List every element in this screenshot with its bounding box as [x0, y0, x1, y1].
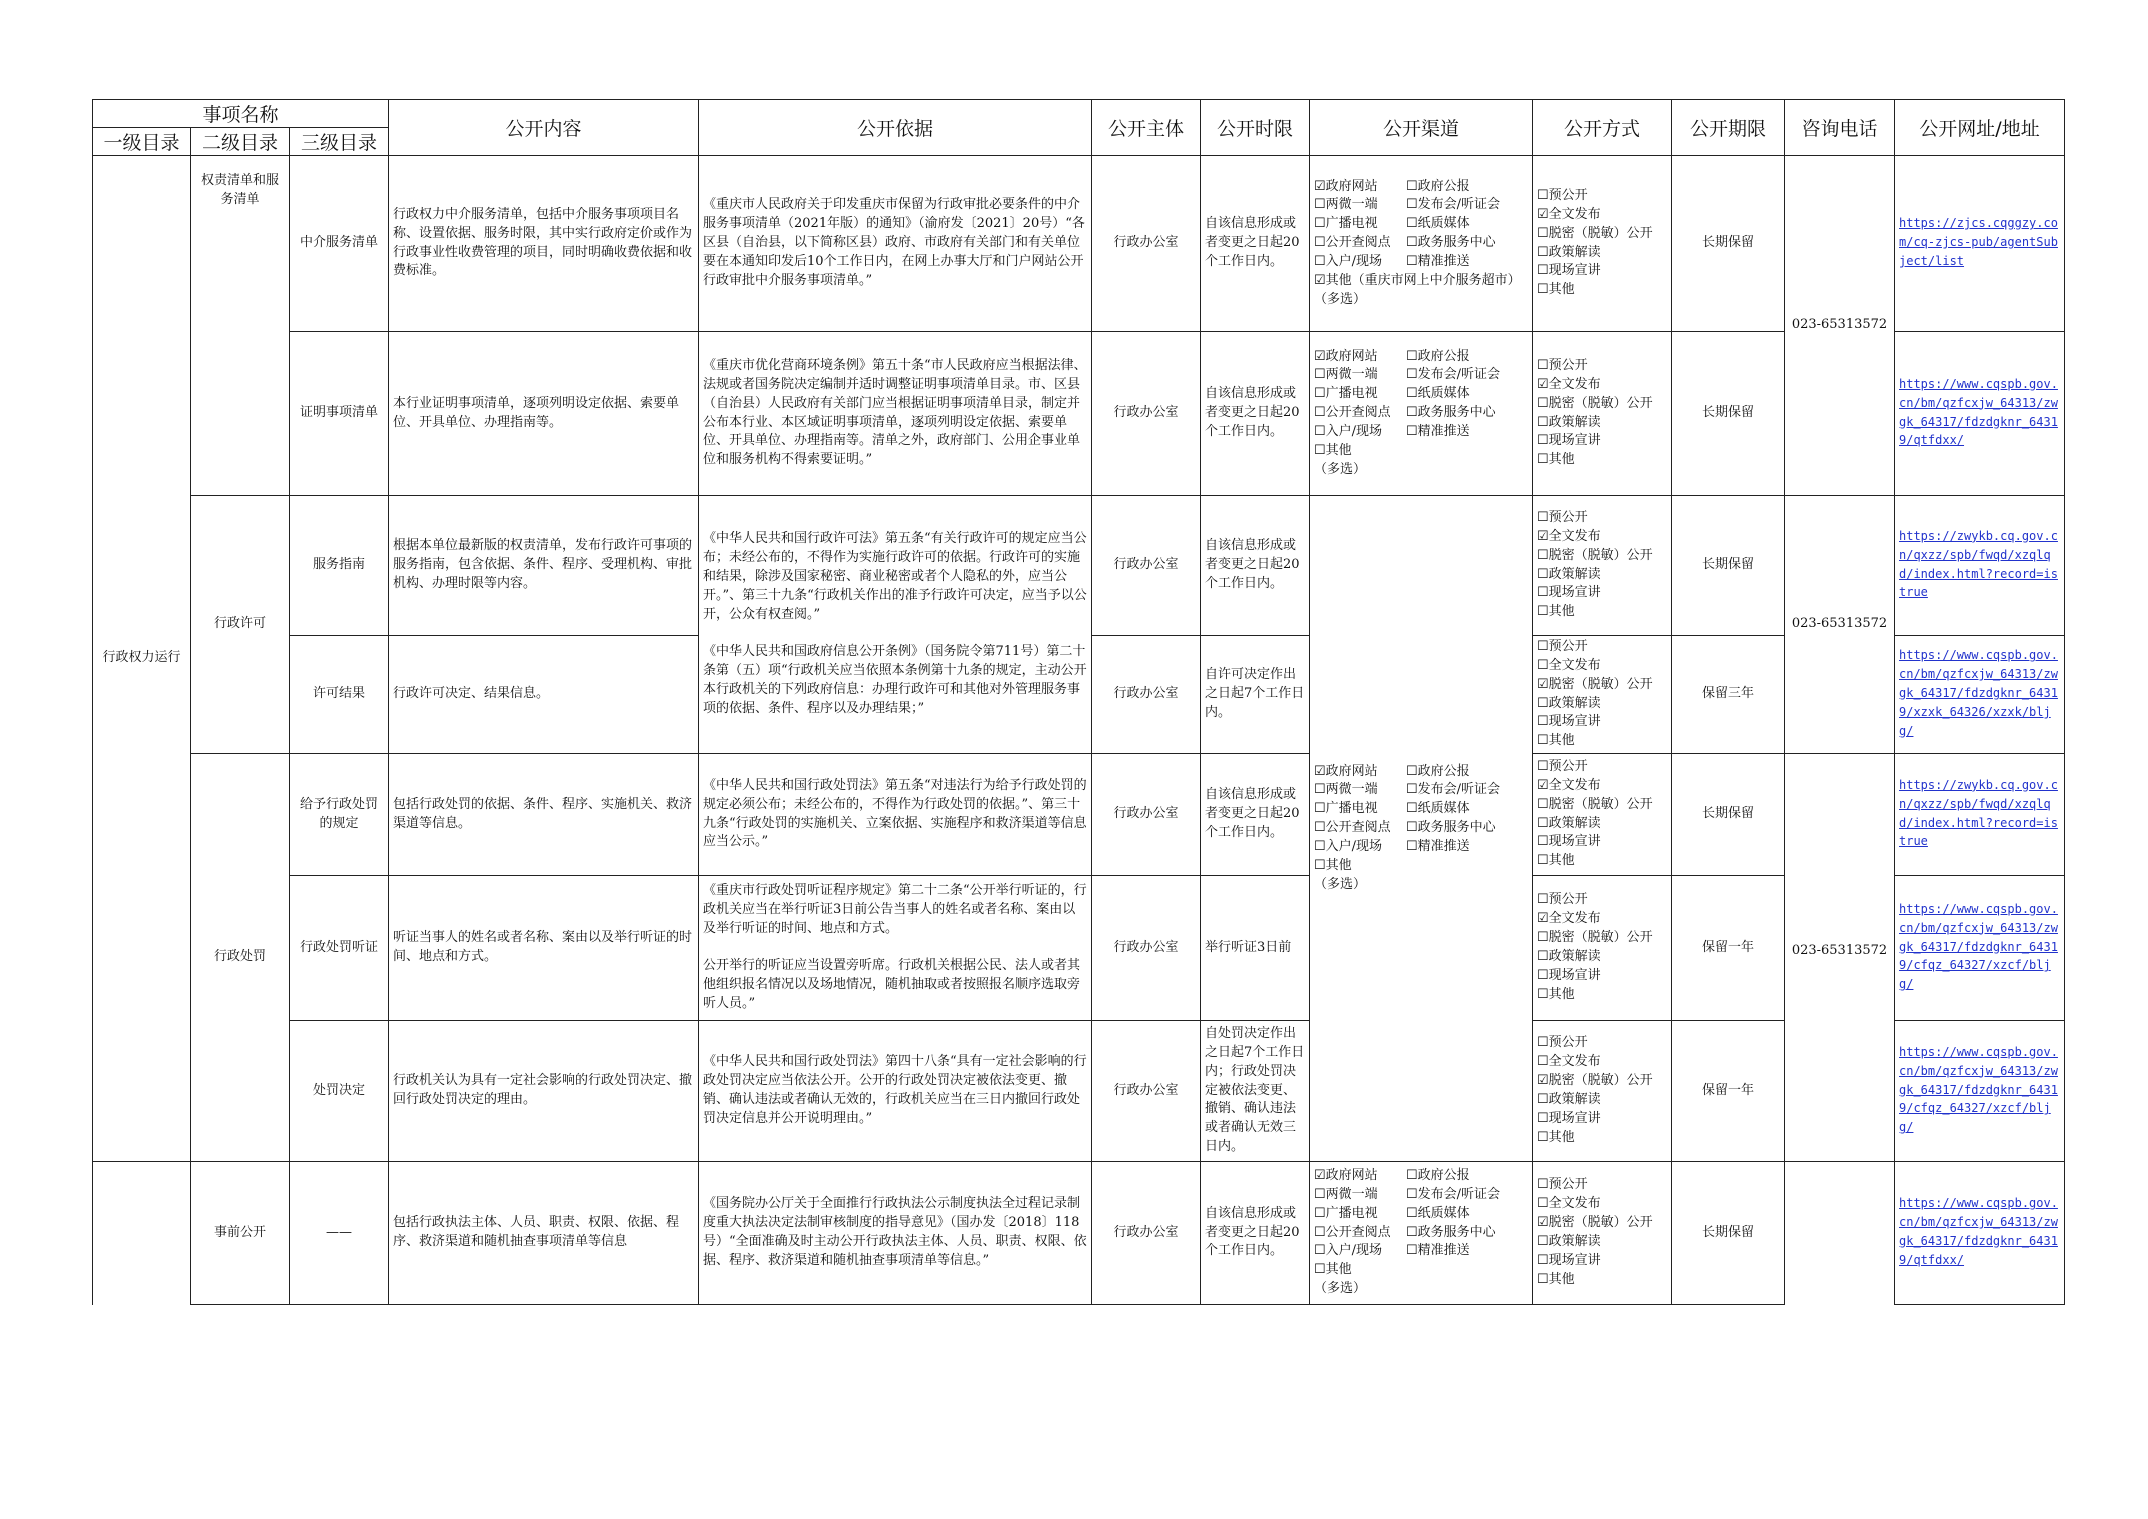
phone-cell: 023-65313572	[1785, 496, 1895, 754]
method-option[interactable]: ☐预公开	[1537, 892, 1588, 908]
header-level1: 一级目录	[93, 128, 191, 156]
header-period: 公开期限	[1672, 100, 1785, 156]
channel-option[interactable]: ☐入户/现场	[1314, 1243, 1383, 1259]
content-cell: 行政许可决定、结果信息。	[389, 636, 699, 754]
method-option[interactable]: ☐政策解读	[1537, 949, 1601, 964]
url-cell[interactable]	[1895, 636, 2065, 754]
table-row	[93, 156, 2065, 332]
method-option[interactable]: ☐政策解读	[1537, 695, 1601, 711]
channel-option-line	[1314, 196, 1528, 215]
time-cell: 自该信息形成或者变更之日起20个工作日内。	[1201, 332, 1310, 496]
channel-option[interactable]: ☐公开查阅点	[1314, 820, 1391, 836]
header-method: 公开方式	[1533, 100, 1672, 156]
method-option[interactable]: ☐现场宣讲	[1537, 1110, 1601, 1126]
subject-cell: 行政办公室	[1092, 156, 1201, 332]
method-option[interactable]: ☐脱密（脱敏）公开	[1537, 930, 1653, 946]
channel-option-line	[1314, 1261, 1528, 1280]
method-option[interactable]: ☐政策解读	[1537, 1234, 1601, 1249]
method-option[interactable]: ☐其他	[1537, 1271, 1575, 1287]
basis-cell: 《中华人民共和国行政处罚法》第五条“对违法行为给予行政处罚的规定必须公布；未经公布的，不得作为行政处罚的依据。”、第三十九条“行政处罚的实施机关、立案依据、实施程序和救济渠道等信息应当公示。”	[699, 754, 1092, 876]
method-option[interactable]: ☐现场宣讲	[1537, 263, 1601, 279]
header-content: 公开内容	[389, 100, 699, 156]
channel-option[interactable]: ☐政务服务中心	[1406, 405, 1496, 421]
channel-option-line	[1314, 838, 1528, 857]
level3-cell: 中介服务清单	[290, 156, 389, 332]
channel-option[interactable]: ☑政府网站	[1314, 348, 1378, 364]
channel-option[interactable]: ☐纸质媒体	[1406, 1205, 1470, 1221]
url-cell[interactable]	[1895, 876, 2065, 1021]
channel-option[interactable]: ☐精准推送	[1406, 423, 1470, 439]
channel-option[interactable]: ☐广播电视	[1314, 801, 1378, 817]
channel-option[interactable]: ☐两微一端	[1314, 367, 1378, 383]
method-option[interactable]: ☐其他	[1537, 853, 1575, 869]
methods-cell	[1533, 156, 1672, 332]
time-cell: 自处罚决定作出之日起7个工作日内；行政处罚决定被依法变更、撤销、确认违法或者确认无效三日内。	[1201, 1021, 1310, 1162]
subject-cell: 行政办公室	[1092, 332, 1201, 496]
channel-option[interactable]: ☐发布会/听证会	[1406, 367, 1501, 383]
header-time-limit: 公开时限	[1201, 100, 1310, 156]
channel-option-line	[1314, 253, 1528, 272]
channel-option-line	[1314, 1167, 1528, 1186]
header-level2: 二级目录	[191, 128, 290, 156]
url-cell[interactable]	[1895, 332, 2065, 496]
channel-option-line	[1314, 819, 1528, 838]
channel-option[interactable]: （多选）	[1314, 876, 1367, 892]
subject-cell: 行政办公室	[1092, 496, 1201, 636]
channel-option-line	[1314, 781, 1528, 800]
period-cell: 保留三年	[1672, 636, 1785, 754]
time-cell: 自该信息形成或者变更之日起20个工作日内。	[1201, 496, 1310, 636]
channels-cell	[1310, 496, 1533, 1162]
phone-cell: 023-65313572	[1785, 156, 1895, 496]
method-option[interactable]: ☑全文发布	[1537, 206, 1601, 222]
method-option[interactable]: ☑脱密（脱敏）公开	[1537, 1073, 1653, 1089]
channel-option-line	[1314, 423, 1528, 442]
url-cell[interactable]	[1895, 754, 2065, 876]
channel-option[interactable]: ☐其他	[1314, 1262, 1352, 1278]
channel-option-line	[1314, 1242, 1528, 1261]
methods-cell	[1533, 1162, 1672, 1305]
level3-cell: 许可结果	[290, 636, 389, 754]
basis-cell: 《重庆市行政处罚听证程序规定》第二十二条“公开举行听证的，行政机关应当在举行听证3日前公告当事人的姓名或者名称、案由以及举行听证的时间、地点和方式。 公开举行的听证应当设置旁听席。行政机关根据公民、法人或者其他组织报名情况以及场地情况，随机抽取或者按照报名顺序选取旁听人员。”	[699, 876, 1092, 1021]
channel-option[interactable]: ☐发布会/听证会	[1406, 197, 1501, 213]
channel-option-line	[1314, 1186, 1528, 1205]
channel-option-line	[1314, 234, 1528, 253]
method-option[interactable]: ☐预公开	[1537, 357, 1588, 373]
channel-option-line	[1314, 1280, 1528, 1299]
method-option[interactable]: ☐现场宣讲	[1537, 1252, 1601, 1268]
method-option[interactable]: ☐其他	[1537, 986, 1575, 1002]
method-option[interactable]: ☐预公开	[1537, 187, 1588, 203]
method-option[interactable]: ☐政策解读	[1537, 244, 1601, 260]
basis-cell: 《国务院办公厅关于全面推行行政执法公示制度执法全过程记录制度重大执法决定法制审核制度的指导意见》（国办发〔2018〕118号）“全面准确及时主动公开行政执法主体、人员、职责、权限、依据、程序、救济渠道和随机抽查事项清单等信息。”	[699, 1162, 1092, 1305]
header-subject: 公开主体	[1092, 100, 1201, 156]
method-option[interactable]: ☑全文发布	[1537, 911, 1601, 927]
channel-option[interactable]: ☐纸质媒体	[1406, 216, 1470, 232]
channel-option[interactable]: ☐广播电视	[1314, 386, 1378, 402]
level3-cell: 处罚决定	[290, 1021, 389, 1162]
method-option[interactable]: ☐脱密（脱敏）公开	[1537, 395, 1653, 411]
method-option[interactable]: ☐脱密（脱敏）公开	[1537, 225, 1653, 241]
channel-option[interactable]: ☐公开查阅点	[1314, 235, 1391, 251]
period-cell: 保留一年	[1672, 876, 1785, 1021]
method-option[interactable]: ☐预公开	[1537, 758, 1588, 774]
channel-option-line	[1314, 1224, 1528, 1243]
level1-empty	[93, 1162, 191, 1305]
url-link[interactable]: https://www.cqspb.gov.cn/bm/qzfcxjw_64313/zwgk_64317/fdzdgknr_64319/xzxk_64326/xzxk/bljg/	[1899, 648, 2058, 738]
disclosure-table	[92, 99, 2065, 1305]
channel-option-line	[1314, 857, 1528, 876]
table-row	[93, 496, 2065, 636]
method-option[interactable]: ☐其他	[1537, 452, 1575, 468]
level2-license: 行政许可	[191, 496, 290, 754]
method-option[interactable]: ☑全文发布	[1537, 528, 1601, 544]
level2-list: 权责清单和服务清单	[191, 156, 290, 496]
channel-option-line	[1314, 366, 1528, 385]
channel-option[interactable]: ☑其他（重庆市网上中介服务超市）	[1314, 272, 1521, 288]
method-option[interactable]: ☐脱密（脱敏）公开	[1537, 796, 1653, 812]
channel-option[interactable]: ☐入户/现场	[1314, 253, 1383, 269]
method-option[interactable]: ☐现场宣讲	[1537, 714, 1601, 730]
methods-cell	[1533, 876, 1672, 1021]
subject-cell: 行政办公室	[1092, 636, 1201, 754]
channel-option[interactable]: ☐入户/现场	[1314, 838, 1383, 854]
method-option[interactable]: ☑脱密（脱敏）公开	[1537, 1215, 1653, 1231]
channel-option-line	[1314, 800, 1528, 819]
url-link[interactable]: https://www.cqspb.gov.cn/bm/qzfcxjw_64313/zwgk_64317/fdzdgknr_64319/cfqz_64327/xzcf/bljg/	[1899, 901, 2058, 992]
level3-cell: 给予行政处罚的规定	[290, 754, 389, 876]
channel-option[interactable]: ☐公开查阅点	[1314, 1224, 1391, 1240]
channel-option[interactable]: ☐政务服务中心	[1406, 820, 1496, 836]
channel-option-line	[1314, 763, 1528, 782]
period-cell: 保留一年	[1672, 1021, 1785, 1162]
channel-option[interactable]: ☐纸质媒体	[1406, 801, 1470, 817]
channel-option-line	[1314, 404, 1528, 423]
method-option[interactable]: ☐其他	[1537, 733, 1575, 749]
content-cell: 本行业证明事项清单，逐项列明设定依据、索要单位、开具单位、办理指南等。	[389, 332, 699, 496]
channel-option[interactable]: ☐两微一端	[1314, 197, 1378, 213]
url-link[interactable]: https://zjcs.cqggzy.com/cq-zjcs-pub/agentSubject/list	[1899, 216, 2058, 268]
channel-option-line	[1314, 291, 1528, 310]
channel-option[interactable]: ☐精准推送	[1406, 253, 1470, 269]
header-url: 公开网址/地址	[1895, 100, 2065, 156]
channel-option[interactable]: ☐政府公报	[1406, 1168, 1470, 1184]
table-row	[93, 754, 2065, 876]
channels-cell	[1310, 332, 1533, 496]
method-option[interactable]: ☐全文发布	[1537, 1196, 1601, 1212]
level2-prior: 事前公开	[191, 1162, 290, 1305]
subject-cell: 行政办公室	[1092, 754, 1201, 876]
url-link[interactable]: https://zwykb.cq.gov.cn/qxzz/spb/fwqd/xzqlqd/index.html?record=istrue	[1899, 777, 2058, 849]
channel-option[interactable]: ☑政府网站	[1314, 178, 1378, 194]
channel-option-line	[1314, 442, 1528, 461]
level3-cell: 行政处罚听证	[290, 876, 389, 1021]
header-basis: 公开依据	[699, 100, 1092, 156]
methods-cell	[1533, 496, 1672, 636]
basis-cell: 《中华人民共和国行政许可法》第五条“有关行政许可的规定应当公布；未经公布的，不得作为实施行政许可的依据。行政许可的实施和结果，除涉及国家秘密、商业秘密或者个人隐私的外，应当公开。”、第三十九条“行政机关作出的准予行政许可决定，应当予以公开，公众有权查阅。” 《中华人民共和国政府信息公开条例》（国务院令第711号）第二十条第（五）项“行政机关应当依照本条例第十九条的规定，主动公开本行政机关的下列政府信息：办理行政许可和其他对外管理服务事项的依据、条件、程序以及办理结果；”	[699, 496, 1092, 754]
url-cell[interactable]	[1895, 496, 2065, 636]
channel-option[interactable]: ☑政府网站	[1314, 763, 1378, 779]
channel-option-line	[1314, 215, 1528, 234]
channel-option[interactable]: ☐政务服务中心	[1406, 235, 1496, 251]
phone-cell-empty	[1785, 1162, 1895, 1305]
channel-option-line	[1314, 272, 1528, 291]
url-link[interactable]: https://www.cqspb.gov.cn/bm/qzfcxjw_64313/zwgk_64317/fdzdgknr_64319/qtfdxx/	[1899, 376, 2058, 448]
table-row	[93, 876, 2065, 1021]
subject-cell: 行政办公室	[1092, 876, 1201, 1021]
channel-option[interactable]: ☐其他	[1314, 442, 1352, 458]
method-option[interactable]: ☐政策解读	[1537, 566, 1601, 582]
channel-option[interactable]: ☐政府公报	[1406, 348, 1470, 364]
channel-option[interactable]: （多选）	[1314, 291, 1367, 307]
time-cell: 自该信息形成或者变更之日起20个工作日内。	[1201, 1162, 1310, 1305]
level3-cell: ——	[290, 1162, 389, 1305]
channel-option[interactable]: （多选）	[1314, 461, 1367, 477]
method-option[interactable]: ☐现场宣讲	[1537, 967, 1601, 983]
header-item-name: 事项名称	[93, 100, 389, 128]
header-channels: 公开渠道	[1310, 100, 1533, 156]
channel-option[interactable]: ☐精准推送	[1406, 838, 1470, 854]
channel-option[interactable]: ☐两微一端	[1314, 1186, 1378, 1202]
channel-option[interactable]: ☐纸质媒体	[1406, 386, 1470, 402]
table-row	[93, 332, 2065, 496]
phone-cell: 023-65313572	[1785, 876, 1895, 1162]
method-option[interactable]: ☐政策解读	[1537, 815, 1601, 831]
channel-option[interactable]: ☐入户/现场	[1314, 423, 1383, 439]
url-cell[interactable]	[1895, 156, 2065, 332]
method-option[interactable]: ☐脱密（脱敏）公开	[1537, 547, 1653, 563]
channel-option-line	[1314, 1205, 1528, 1224]
channel-option[interactable]: ☐政府公报	[1406, 178, 1470, 194]
method-option[interactable]: ☐全文发布	[1537, 1054, 1601, 1070]
channel-option[interactable]: ☐广播电视	[1314, 1205, 1378, 1221]
channel-option[interactable]: （多选）	[1314, 1281, 1367, 1297]
period-cell: 长期保留	[1672, 1162, 1785, 1305]
time-cell: 自该信息形成或者变更之日起20个工作日内。	[1201, 754, 1310, 876]
table-row	[93, 1021, 2065, 1162]
subject-cell: 行政办公室	[1092, 1162, 1201, 1305]
channel-option[interactable]: ☐精准推送	[1406, 1243, 1470, 1259]
channel-option[interactable]: ☐发布会/听证会	[1406, 782, 1501, 798]
header-phone: 咨询电话	[1785, 100, 1895, 156]
url-link[interactable]: https://zwykb.cq.gov.cn/qxzz/spb/fwqd/xzqlqd/index.html?record=istrue	[1899, 528, 2058, 600]
url-link[interactable]: https://www.cqspb.gov.cn/bm/qzfcxjw_64313/zwgk_64317/fdzdgknr_64319/cfqz_64327/xzcf/bljg/	[1899, 1044, 2058, 1135]
period-cell: 长期保留	[1672, 332, 1785, 496]
url-link[interactable]: https://www.cqspb.gov.cn/bm/qzfcxjw_64313/zwgk_64317/fdzdgknr_64319/qtfdxx/	[1899, 1196, 2058, 1267]
channel-option[interactable]: ☑政府网站	[1314, 1168, 1378, 1184]
channel-option[interactable]: ☐其他	[1314, 857, 1352, 873]
content-cell: 包括行政执法主体、人员、职责、权限、依据、程序、救济渠道和随机抽查事项清单等信息	[389, 1162, 699, 1305]
url-cell[interactable]	[1895, 1021, 2065, 1162]
time-cell: 举行听证3日前	[1201, 876, 1310, 1021]
phone-cell-empty	[1785, 754, 1895, 876]
channel-option-line	[1314, 178, 1528, 197]
level3-cell: 证明事项清单	[290, 332, 389, 496]
channel-option-line	[1314, 876, 1528, 895]
content-cell: 包括行政处罚的依据、条件、程序、实施机关、救济渠道等信息。	[389, 754, 699, 876]
channel-option-line	[1314, 385, 1528, 404]
method-option[interactable]: ☐政策解读	[1537, 1092, 1601, 1107]
level3-cell: 服务指南	[290, 496, 389, 636]
method-option[interactable]: ☐预公开	[1537, 638, 1588, 654]
method-option[interactable]: ☐预公开	[1537, 1177, 1588, 1193]
channel-option[interactable]: ☐发布会/听证会	[1406, 1186, 1501, 1202]
method-option[interactable]: ☐预公开	[1537, 1035, 1588, 1051]
methods-cell	[1533, 1021, 1672, 1162]
methods-cell	[1533, 636, 1672, 754]
method-option[interactable]: ☐预公开	[1537, 509, 1588, 525]
level1-power: 行政权力运行	[93, 156, 191, 1162]
basis-cell: 《中华人民共和国行政处罚法》第四十八条“具有一定社会影响的行政处罚决定应当依法公开。公开的行政处罚决定被依法变更、撤销、确认违法或者确认无效的，行政机关应当在三日内撤回行政处罚决定信息并公开说明理由。”	[699, 1021, 1092, 1162]
level2-penalty: 行政处罚	[191, 754, 290, 1162]
method-option[interactable]: ☐其他	[1537, 1129, 1575, 1145]
method-option[interactable]: ☐其他	[1537, 604, 1575, 620]
channel-option[interactable]: ☐两微一端	[1314, 782, 1378, 798]
method-option[interactable]: ☑全文发布	[1537, 777, 1601, 793]
subject-cell: 行政办公室	[1092, 1021, 1201, 1162]
channels-cell	[1310, 156, 1533, 332]
content-cell: 行政机关认为具有一定社会影响的行政处罚决定、撤回行政处罚决定的理由。	[389, 1021, 699, 1162]
channel-option[interactable]: ☐政府公报	[1406, 763, 1470, 779]
channel-option[interactable]: ☐政务服务中心	[1406, 1224, 1496, 1240]
channel-option-line	[1314, 461, 1528, 480]
channel-option[interactable]: ☐公开查阅点	[1314, 405, 1391, 421]
url-cell[interactable]	[1895, 1162, 2065, 1305]
methods-cell	[1533, 754, 1672, 876]
content-cell: 根据本单位最新版的权责清单，发布行政许可事项的服务指南，包含依据、条件、程序、受理机构、审批机构、办理时限等内容。	[389, 496, 699, 636]
header-level3: 三级目录	[290, 128, 389, 156]
channels-cell	[1310, 1162, 1533, 1305]
method-option[interactable]: ☐全文发布	[1537, 657, 1601, 673]
methods-cell	[1533, 332, 1672, 496]
channel-option[interactable]: ☐广播电视	[1314, 216, 1378, 232]
content-cell: 行政权力中介服务清单，包括中介服务事项项目名称、设置依据、服务时限，其中实行政府定价或作为行政事业性收费管理的项目，同时明确收费依据和收费标准。	[389, 156, 699, 332]
basis-cell: 《重庆市优化营商环境条例》第五十条“市人民政府应当根据法律、法规或者国务院决定编制并适时调整证明事项清单目录。市、区县（自治县）人民政府有关部门应当根据证明事项清单目录，制定并公布本行业、本区域证明事项清单，逐项列明设定依据、索要单位、开具单位、办理指南等。清单之外，政府部门、公用企事业单位和服务机构不得索要证明。”	[699, 332, 1092, 496]
table-row	[93, 1162, 2065, 1305]
time-cell: 自许可决定作出之日起7个工作日内。	[1201, 636, 1310, 754]
method-option[interactable]: ☐现场宣讲	[1537, 433, 1601, 449]
time-cell: 自该信息形成或者变更之日起20个工作日内。	[1201, 156, 1310, 332]
method-option[interactable]: ☑全文发布	[1537, 376, 1601, 392]
method-option[interactable]: ☐现场宣讲	[1537, 585, 1601, 601]
method-option[interactable]: ☐政策解读	[1537, 414, 1601, 430]
period-cell: 长期保留	[1672, 156, 1785, 332]
method-option[interactable]: ☐现场宣讲	[1537, 834, 1601, 850]
basis-cell: 《重庆市人民政府关于印发重庆市保留为行政审批必要条件的中介服务事项清单（2021年版）的通知》（渝府发〔2021〕20号）“各区县（自治县，以下简称区县）政府、市政府有关部门和有关单位要在本通知印发后10个工作日内，在网上办事大厅和门户网站公开行政审批中介服务事项清单。”	[699, 156, 1092, 332]
method-option[interactable]: ☑脱密（脱敏）公开	[1537, 676, 1653, 692]
channel-option-line	[1314, 348, 1528, 367]
content-cell: 听证当事人的姓名或者名称、案由以及举行听证的时间、地点和方式。	[389, 876, 699, 1021]
method-option[interactable]: ☐其他	[1537, 282, 1575, 298]
period-cell: 长期保留	[1672, 496, 1785, 636]
period-cell: 长期保留	[1672, 754, 1785, 876]
